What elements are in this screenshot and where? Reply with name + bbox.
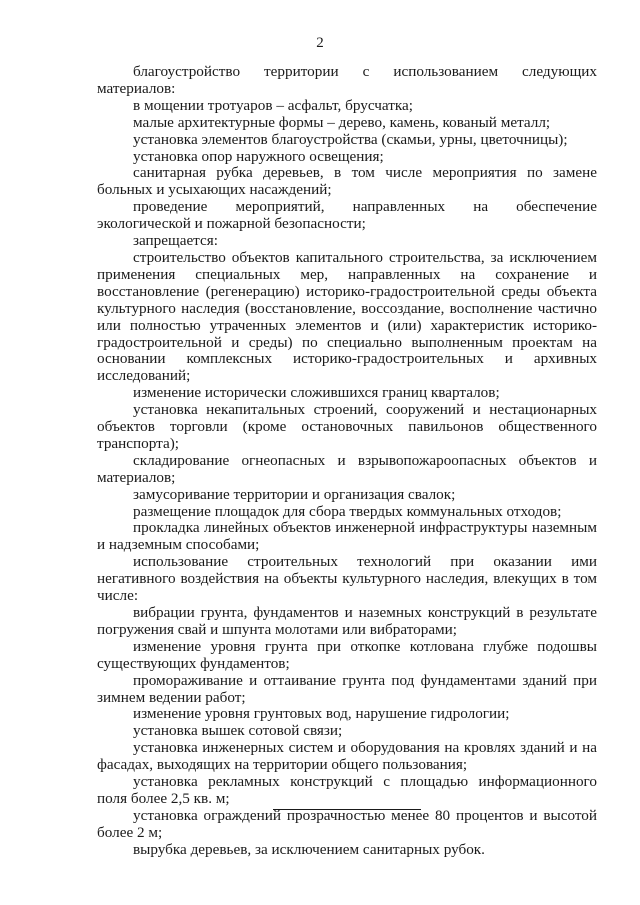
footer-divider bbox=[273, 809, 421, 810]
paragraph: изменение исторически сложившихся границ кварталов; bbox=[133, 384, 500, 402]
paragraph: в мощении тротуаров – асфальт, брусчатка; bbox=[133, 96, 413, 114]
paragraph: установка опор наружного освещения; bbox=[133, 147, 384, 165]
paragraph: благоустройство территории с использованием следующих материалов: bbox=[97, 63, 597, 97]
paragraph: изменение уровня грунтовых вод, нарушение гидрологии; bbox=[133, 705, 510, 723]
paragraph: промораживание и оттаивание грунта под фундаментами зданий при зимнем ведении работ; bbox=[97, 671, 597, 706]
paragraph: установка некапитальных строений, сооружений и нестационарных объектов торговли (кроме остановочных павильонов общественного транспорта); bbox=[97, 401, 597, 452]
paragraph: прокладка линейных объектов инженерной инфраструктуры наземным и надземным способами; bbox=[97, 519, 597, 554]
document-body bbox=[97, 64, 597, 859]
page-number: 2 bbox=[316, 35, 324, 51]
paragraph: установка вышек сотовой связи; bbox=[133, 722, 343, 740]
paragraph: санитарная рубка деревьев, в том числе мероприятия по замене больных и усыхающих насаждений; bbox=[97, 164, 597, 199]
paragraph: использование строительных технологий при оказании ими негативного воздействия на объекты культурного наследия, влекущих в том числе: bbox=[97, 553, 597, 605]
paragraph: установка ограждений прозрачностью менее 80 процентов и высотой более 2 м; bbox=[97, 806, 597, 841]
paragraph: вырубка деревьев, за исключением санитарных рубок. bbox=[133, 840, 485, 858]
paragraph: малые архитектурные формы – дерево, камень, кованый металл; bbox=[133, 113, 551, 131]
paragraph: замусоривание территории и организация свалок; bbox=[133, 485, 456, 503]
paragraph: вибрации грунта, фундаментов и наземных конструкций в результате погружения свай и шпунта молотами или вибраторами; bbox=[97, 604, 597, 638]
paragraph: размещение площадок для сбора твердых коммунальных отходов; bbox=[133, 502, 562, 520]
paragraph: складирование огнеопасных и взрывопожароопасных объектов и материалов; bbox=[97, 451, 597, 486]
paragraph: запрещается: bbox=[133, 232, 218, 250]
paragraph: установка элементов благоустройства (скамьи, урны, цветочницы); bbox=[133, 130, 568, 148]
paragraph: проведение мероприятий, направленных на обеспечение экологической и пожарной безопасности; bbox=[97, 198, 597, 233]
paragraph: установка инженерных систем и оборудования на кровлях зданий и на фасадах, выходящих на территории общего пользования; bbox=[97, 739, 597, 774]
paragraph: строительство объектов капитального строительства, за исключением применения специальных мер, направленных на сохранение и восстановление (регенерацию) историко-градостроительной среды объекта культурного наследия (восстановление, воссоздание, восполнение частично или полностью утраченных элементов и (или) характеристик историко-градостроительной и среды) по специально выполненным проектам на основании комплексных историко-градостроительных и архивных исследований; bbox=[97, 248, 597, 385]
paragraph: установка рекламных конструкций с площадью информационного поля более 2,5 кв. м; bbox=[97, 773, 597, 807]
paragraph: изменение уровня грунта при откопке котлована глубже подошвы существующих фундаментов; bbox=[97, 637, 597, 672]
